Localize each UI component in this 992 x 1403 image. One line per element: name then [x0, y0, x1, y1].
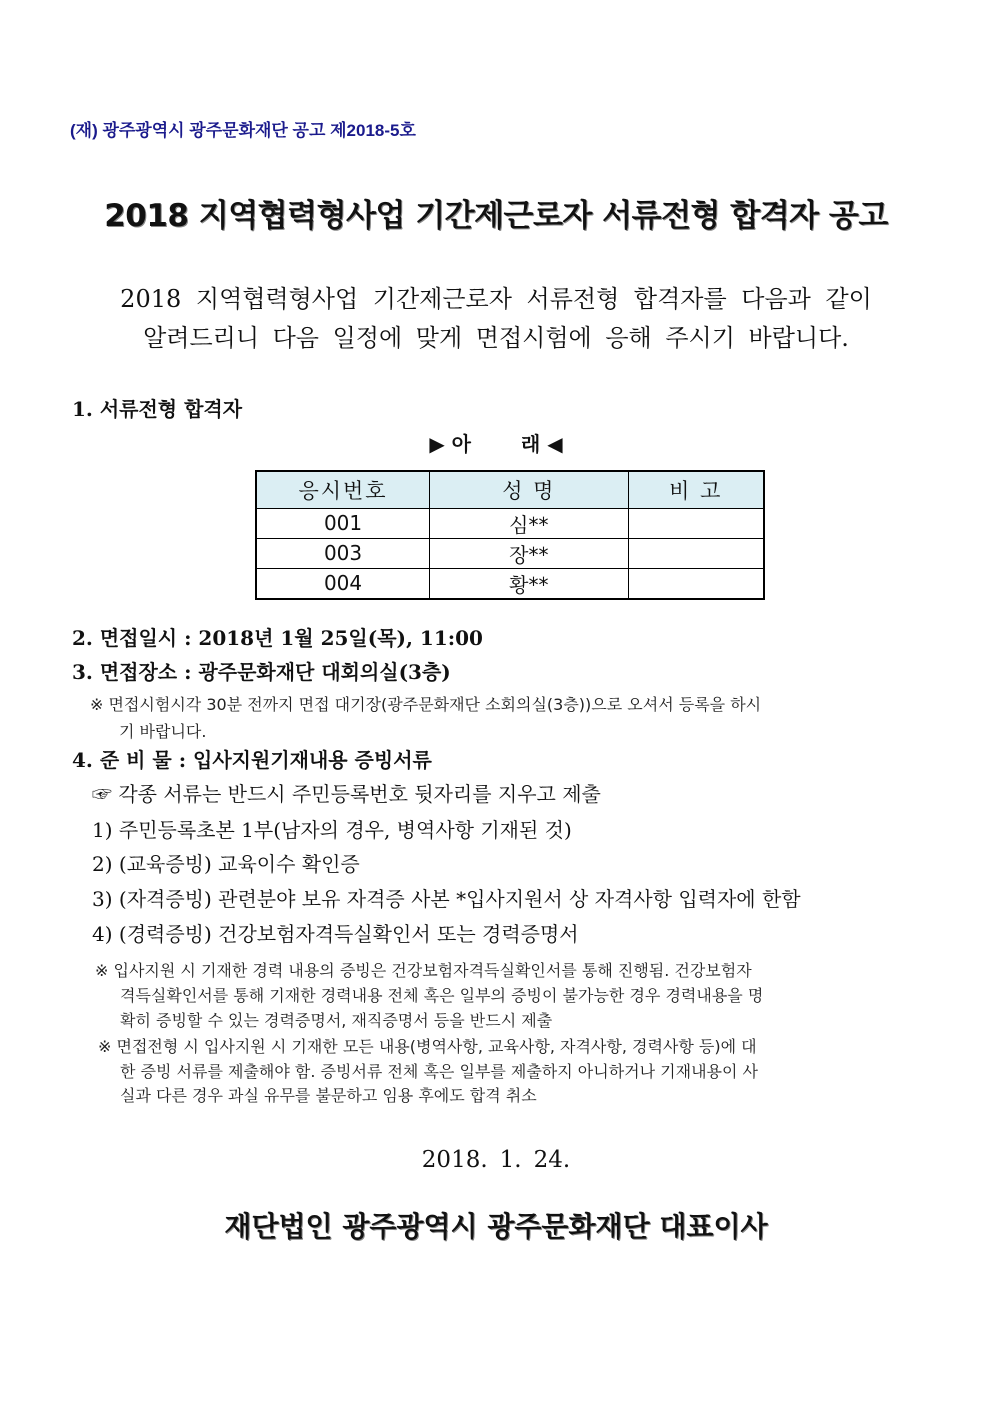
- cell-remarks: [628, 568, 764, 599]
- cell-name: 황**: [430, 568, 629, 599]
- footnote-line: 확히 증빙할 수 있는 경력증명서, 재직증명서 등을 반드시 제출: [120, 1011, 553, 1030]
- cell-name: 심**: [430, 508, 629, 538]
- table-header-row: [256, 471, 764, 508]
- interview-datetime: 2. 면접일시 : 2018년 1월 25일(목), 11:00: [72, 626, 483, 650]
- cell-exam-number: 001: [256, 508, 430, 538]
- required-documents-heading: 4. 준 비 물 : 입사지원기재내용 증빙서류: [72, 748, 432, 772]
- registration-note-line-1: ※ 면접시험시각 30분 전까지 면접 대기장(광주문화재단 소회의실(3층))으로 오셔서 등록을 하시: [90, 695, 762, 714]
- header-remarks: 비 고: [628, 471, 764, 508]
- cell-exam-number: 003: [256, 538, 430, 568]
- interview-location: 3. 면접장소 : 광주문화재단 대회의실(3층): [72, 660, 451, 684]
- header-name: 성 명: [430, 471, 629, 508]
- date-day: 24.: [533, 1147, 571, 1173]
- intro-line-2: 알려드리니 다음 일정에 맞게 면접시험에 응해 주시기 바랍니다.: [143, 324, 849, 352]
- announcement-date: [0, 1147, 992, 1173]
- below-marker: [0, 428, 992, 457]
- table-row: [256, 568, 764, 599]
- intro-line-1: 2018 지역협력형사업 기간제근로자 서류전형 합격자를 다음과 같이: [120, 285, 872, 313]
- footnote-line: ※ 입사지원 시 기재한 경력 내용의 증빙은 건강보험자격득실확인서를 통해 진행됨. 건강보험자: [95, 961, 752, 980]
- notice-number: (재) 광주광역시 광주문화재단 공고 제2018-5호: [70, 121, 416, 140]
- list-item: 2) (교육증빙) 교육이수 확인증: [92, 852, 360, 876]
- section-1-heading: 1. 서류전형 합격자: [72, 397, 243, 421]
- list-item: 1) 주민등록초본 1부(남자의 경우, 병역사항 기재된 것): [92, 818, 572, 842]
- date-year: 2018.: [421, 1147, 488, 1173]
- list-item: 3) (자격증빙) 관련분야 보유 자격증 사본 *입사지원서 상 자격사항 입력자에 한함: [92, 887, 801, 911]
- footnote-line: 격득실확인서를 통해 기재한 경력내용 전체 혹은 일부의 증빙이 불가능한 경우 경력내용을 명: [120, 986, 764, 1005]
- results-table: [255, 470, 765, 600]
- below-marker-right: 래 ◀: [521, 432, 563, 456]
- cell-remarks: [628, 538, 764, 568]
- list-item: 4) (경력증빙) 건강보험자격득실확인서 또는 경력증명서: [92, 922, 579, 946]
- registration-note-line-2: 기 바랍니다.: [119, 722, 207, 741]
- document-instruction: ☞ 각종 서류는 반드시 주민등록번호 뒷자리를 지우고 제출: [92, 782, 601, 806]
- footnote-line: 한 증빙 서류를 제출해야 함. 증빙서류 전체 혹은 일부를 제출하지 아니하거나 기재내용이 사: [120, 1062, 758, 1081]
- document-title: 2018 지역협력형사업 기간제근로자 서류전형 합격자 공고: [104, 198, 888, 234]
- issuing-organization: 재단법인 광주광역시 광주문화재단 대표이사: [224, 1210, 768, 1243]
- table-row: [256, 538, 764, 568]
- cell-remarks: [628, 508, 764, 538]
- footnote-line: 실과 다른 경우 과실 유무를 불문하고 임용 후에도 합격 취소: [120, 1086, 537, 1105]
- footnote-line: ※ 면접전형 시 입사지원 시 기재한 모든 내용(병역사항, 교육사항, 자격사항, 경력사항 등)에 대: [98, 1037, 757, 1056]
- header-exam-number: 응시번호: [256, 471, 430, 508]
- cell-exam-number: 004: [256, 568, 430, 599]
- table-row: [256, 508, 764, 538]
- below-marker-left: ▶ 아: [429, 432, 471, 456]
- date-month: 1.: [499, 1147, 522, 1173]
- cell-name: 장**: [430, 538, 629, 568]
